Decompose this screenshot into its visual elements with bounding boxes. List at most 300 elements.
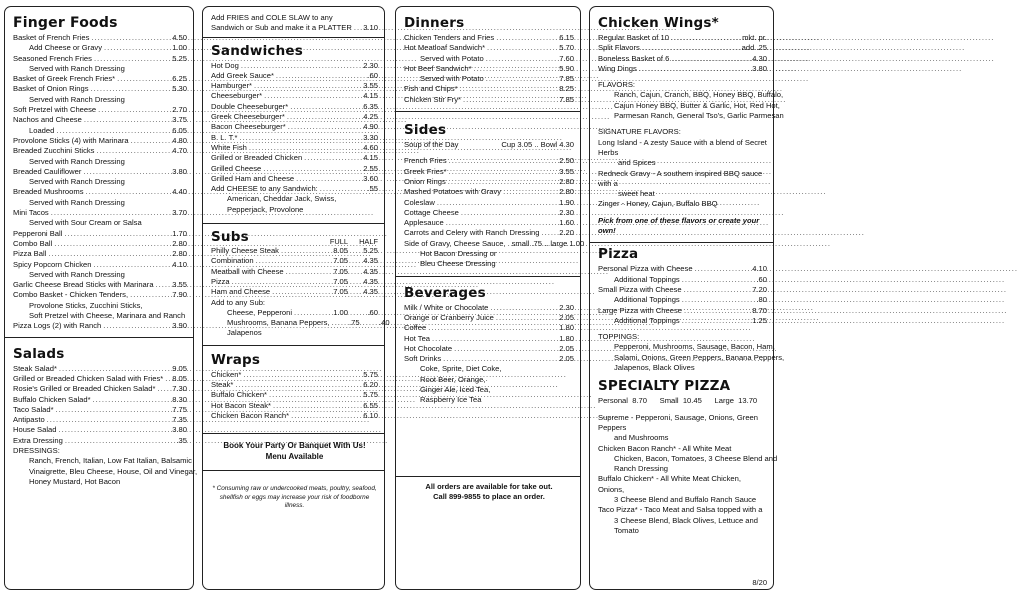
item-price: 3.60	[363, 173, 378, 183]
dot-leader	[640, 43, 742, 53]
item-price: 5.25	[172, 53, 187, 63]
item-name: Grilled or Breaded Chicken Salad with Fries*	[13, 373, 164, 383]
item-name: Ham and Cheese	[211, 287, 271, 297]
dot-leader	[447, 167, 560, 177]
item-price: small .75 .. large 1.00	[511, 238, 585, 248]
menu-item-row	[404, 95, 574, 105]
specialty-line: Buffalo Chicken* - All White Meat Chicken, Onions,	[598, 474, 741, 494]
menu-item-row	[598, 33, 767, 43]
item-price: 5.90	[559, 63, 574, 73]
item-name: French Fries	[404, 156, 447, 166]
dot-leader	[271, 401, 363, 411]
item-price: 8.25	[559, 84, 574, 94]
menu-item-row	[13, 187, 187, 197]
item-name: Hot Beef Sandwich*	[404, 63, 472, 73]
menu-item-row	[404, 64, 574, 74]
wraps-heading: Wraps	[211, 351, 261, 368]
item-description: Served with Ranch Dressing	[29, 63, 125, 73]
divider	[203, 223, 384, 224]
menu-item-row	[404, 303, 574, 313]
divider	[396, 276, 580, 277]
item-name: Coleslaw	[404, 197, 435, 207]
menu-item-row	[13, 105, 187, 115]
menu-item-row	[598, 295, 767, 305]
item-description: Raspberry Ice Tea	[420, 395, 482, 405]
half-label: HALF	[359, 237, 378, 247]
item-name: Taco Salad*	[13, 404, 54, 414]
dot-leader	[289, 411, 363, 421]
dot-leader	[459, 208, 559, 218]
dot-leader	[261, 164, 363, 174]
sandwiches-list	[211, 61, 378, 215]
label-text: DRESSINGS:	[13, 445, 60, 455]
dot-leader	[680, 316, 752, 326]
item-price: .60	[756, 274, 767, 284]
item-description: Honey Mustard, Hot Bacon	[29, 476, 121, 486]
item-name: Double Cheeseburger*	[211, 101, 289, 111]
half-price: .40	[379, 318, 390, 328]
item-price: 2.55	[363, 163, 378, 173]
dot-leader	[45, 415, 173, 425]
menu-item-row	[211, 112, 378, 122]
menu-item-row	[211, 61, 378, 71]
beverages-heading: Beverages	[404, 284, 486, 301]
signature-title: SIGNATURE FLAVORS:	[598, 127, 681, 137]
menu-item-row	[598, 275, 767, 285]
party-line-2: Menu Available	[265, 452, 324, 462]
item-name: Provolone Sticks (4) with Marinara	[13, 135, 129, 145]
subs-list	[211, 246, 378, 297]
item-name: Add Greek Sauce*	[211, 70, 274, 80]
menu-item-row	[404, 334, 574, 344]
dot-leader	[472, 64, 560, 74]
dot-leader	[682, 306, 752, 316]
item-name: Grilled Ham and Cheese	[211, 173, 295, 183]
item-price: 7.85	[559, 74, 574, 84]
item-name: Orange or Cranberry Juice	[404, 312, 494, 322]
dot-leader	[285, 112, 363, 122]
item-price: 2.05	[559, 312, 574, 322]
dot-leader	[488, 303, 559, 313]
specialty-line: 3 Cheese Blend, Black Olives, Lettuce and	[614, 515, 758, 525]
signature-line: and Spices	[618, 158, 656, 168]
column-sandwiches-subs-wraps	[202, 6, 390, 590]
item-price: 2.05	[559, 343, 574, 353]
menu-item-row	[13, 364, 187, 374]
menu-item-row	[211, 122, 378, 132]
item-price: 6.55	[363, 400, 378, 410]
item-description: American, Cheddar Jack, Swiss,	[227, 194, 337, 204]
menu-item-row	[598, 43, 767, 53]
item-name: Rosie's Grilled or Breaded Chicken Salad*	[13, 384, 156, 394]
item-description: Ginger Ale, Iced Tea,	[420, 385, 491, 395]
dot-leader	[62, 229, 172, 239]
item-description: Vinaigrette, Bleu Cheese, House, Oil and Vinegar,	[29, 466, 198, 476]
item-name: Meatball with Cheese	[211, 266, 284, 276]
item-price: 6.25	[172, 74, 187, 84]
item-description: Served with Ranch Dressing	[29, 197, 125, 207]
dot-leader	[254, 256, 324, 266]
item-name: Grilled or Breaded Chicken	[211, 153, 303, 163]
item-price: 1.00	[172, 43, 187, 53]
dot-leader	[91, 395, 173, 405]
menu-item-row	[13, 405, 187, 415]
wraps-list	[211, 370, 378, 421]
half-price: 4.35	[363, 276, 378, 286]
item-name: Mashed Potatoes with Gravy	[404, 187, 502, 197]
menu-item-row	[404, 177, 574, 187]
specialty-line: Chicken, Bacon, Tomatoes, 3 Cheese Blend and	[614, 453, 778, 463]
full-price: 8.05	[333, 246, 348, 256]
subs-heading: Subs	[211, 229, 249, 246]
menu-item-row	[13, 167, 187, 177]
dot-leader	[84, 187, 173, 197]
menu-item-row	[13, 208, 187, 218]
item-price: 8.30	[172, 394, 187, 404]
menu-item-row	[598, 285, 767, 295]
item-price: 9.05	[172, 363, 187, 373]
dot-leader	[163, 374, 172, 384]
item-name: Garlic Cheese Bread Sticks with Marinara	[13, 280, 154, 290]
item-price: 3.80	[172, 166, 187, 176]
menu-item-row	[404, 323, 574, 333]
beverages-list	[404, 303, 574, 406]
specialty-list	[598, 412, 778, 537]
dot-leader	[49, 208, 172, 218]
full-label: FULL	[329, 237, 348, 247]
dot-leader	[247, 143, 363, 153]
item-name: Basket of French Fries	[13, 33, 90, 42]
dot-leader	[56, 425, 172, 435]
item-price: 5.70	[559, 43, 574, 53]
menu-item-row	[211, 164, 378, 174]
flavor-line: Ranch, Cajun, Cranch, BBQ, Honey BBQ, Buffalo,	[614, 90, 784, 100]
item-price: 3.80	[172, 425, 187, 435]
item-name: Cottage Cheese	[404, 207, 459, 217]
item-description: Hot Bacon Dressing or	[420, 249, 497, 259]
specialty-line: Taco Pizza* - Taco Meat and Salsa topped with a	[598, 505, 763, 515]
item-name: Cheese, Pepperoni	[227, 307, 293, 317]
dot-leader	[154, 280, 173, 290]
item-price: 4.90	[363, 122, 378, 132]
dot-leader	[57, 364, 172, 374]
item-name: Pepperoni Ball	[13, 228, 63, 238]
item-price: 2.80	[172, 238, 187, 248]
menu-item-row	[404, 228, 574, 238]
item-name: Mini Tacos	[13, 208, 49, 218]
item-price: 2.05	[559, 354, 574, 364]
item-name: Chicken*	[211, 369, 242, 379]
item-name: Large Pizza with Cheese	[598, 305, 682, 315]
item-price: 6.10	[363, 410, 378, 420]
half-price: 4.35	[363, 256, 378, 266]
dinners-heading: Dinners	[404, 15, 465, 31]
item-name: Served with Potato	[420, 53, 484, 63]
item-price: 2.30	[363, 60, 378, 70]
item-description: Root Beer, Orange,	[420, 374, 486, 384]
pizza-list	[598, 264, 767, 326]
dot-leader	[96, 105, 172, 115]
item-name: Cheeseburger*	[211, 91, 263, 101]
menu-item-row	[13, 374, 187, 384]
subs-addon-title: Add to any Sub:	[211, 297, 266, 307]
item-name: Nachos and Cheese	[13, 115, 82, 125]
column-wings-pizza	[589, 6, 785, 590]
menu-item-row	[404, 84, 574, 94]
item-description: Pepperjack, Provolone	[227, 204, 304, 214]
item-name: Add Cheese or Gravy	[29, 43, 103, 53]
takeout-line-2: Call 899-9855 to place an order.	[433, 491, 545, 501]
sandwiches-heading: Sandwiches	[211, 42, 304, 59]
column-dinners-sides-beverages	[395, 6, 585, 590]
menu-item-row	[211, 143, 378, 153]
sub-item-row	[211, 318, 390, 328]
item-name: Coffee	[404, 323, 427, 333]
menu-item-row	[211, 184, 378, 194]
item-name: Mushrooms, Banana Peppers,	[227, 318, 330, 328]
item-name: Breaded Zucchini Sticks	[13, 146, 95, 156]
dot-leader	[230, 277, 324, 287]
menu-item-row	[13, 321, 187, 331]
item-name: Bacon Cheeseburger*	[211, 122, 286, 132]
dot-leader	[682, 285, 753, 295]
item-description: Served with Sour Cream or Salsa	[29, 218, 142, 228]
item-name: Pizza Ball	[13, 249, 47, 259]
item-price: 2.30	[559, 207, 574, 217]
dot-leader	[54, 405, 173, 415]
signature-line: Zinger - Honey, Cajun, Buffalo BBQ	[598, 199, 718, 209]
item-description: Served with Ranch Dressing	[29, 156, 125, 166]
menu-item-row	[211, 370, 378, 380]
item-name: Greek Cheeseburger*	[211, 112, 285, 122]
item-name: Personal Pizza with Cheese	[598, 264, 693, 274]
menu-item-row	[13, 260, 187, 270]
dot-leader	[318, 184, 368, 194]
item-price: 7.85	[559, 94, 574, 104]
column-finger-foods-salads	[4, 6, 198, 590]
item-name: Greek Fries*	[404, 166, 447, 176]
half-price	[348, 328, 378, 338]
specialty-sizes: Personal 8.70 Small 10.45 Large 13.70	[598, 396, 758, 406]
menu-item-row	[598, 316, 767, 326]
item-price: 1.80	[559, 323, 574, 333]
item-price: 1.90	[559, 197, 574, 207]
item-price: 6.05	[172, 125, 187, 135]
dot-leader	[693, 264, 753, 274]
item-name: Soft Pretzel with Cheese	[13, 105, 97, 115]
signature-line: sweet heat	[618, 189, 655, 199]
topping-line: Pepperoni, Mushrooms, Sausage, Bacon, Ham,	[614, 342, 775, 352]
signature-line: Long Island - A zesty Sauce with a blend of Secret Herbs	[598, 137, 767, 157]
item-price: 3.90	[172, 321, 187, 331]
item-price: 4.25	[363, 112, 378, 122]
menu-item-row	[404, 238, 585, 249]
signature-list	[598, 138, 767, 210]
item-price: 7.75	[172, 404, 187, 414]
item-price: .60	[367, 70, 378, 80]
item-name: Basket of Greek French Fries*	[13, 74, 116, 84]
dot-leader	[233, 380, 363, 390]
menu-item-row	[13, 84, 187, 94]
item-name: Spicy Popcorn Chicken	[13, 259, 92, 269]
menu-item-row	[13, 146, 187, 156]
item-name: Buffalo Chicken Salad*	[13, 394, 91, 404]
item-name: Split Flavors	[598, 43, 640, 53]
item-price: 3.75	[172, 115, 187, 125]
menu-item-row	[404, 313, 574, 323]
item-price: 3.55	[363, 81, 378, 91]
menu-item-row	[404, 54, 574, 64]
menu-item-row	[13, 115, 187, 125]
item-name: Additional Toppings	[614, 295, 680, 305]
menu-item-row	[13, 384, 187, 394]
divider	[396, 111, 580, 112]
signature-line: Redneck Gravy - A southern inspired BBQ sauce with a	[598, 168, 763, 188]
full-price: 7.05	[333, 276, 348, 286]
dot-leader	[270, 287, 324, 297]
platter-line-1: Add FRIES and COLE SLAW to any	[211, 13, 333, 22]
item-price: 4.10	[752, 264, 767, 274]
item-name: Fish and Chips*	[404, 84, 458, 94]
subs-addons	[211, 307, 390, 339]
dot-leader	[128, 290, 172, 300]
item-price: 7.30	[172, 384, 187, 394]
item-price: 4.10	[172, 259, 187, 269]
item-name: Applesauce	[404, 218, 444, 228]
item-price: 2.20	[559, 228, 574, 238]
full-price: .75	[349, 318, 360, 328]
item-price: 3.30	[363, 132, 378, 142]
item-price: 3.80	[752, 63, 767, 73]
menu-item-row	[13, 126, 187, 136]
specialty-line: Ranch Dressing	[614, 464, 669, 474]
item-price: 4.80	[172, 135, 187, 145]
menu-item-row	[211, 401, 378, 411]
menu-item-row	[404, 167, 574, 177]
item-name: B. L. T.*	[211, 132, 238, 142]
item-name: Philly Cheese Steak	[211, 246, 279, 256]
sub-item-row	[211, 256, 378, 266]
dot-leader	[461, 95, 559, 105]
finger-foods-list	[13, 33, 187, 332]
item-name: Carrots and Celery with Ranch Dressing	[404, 228, 540, 238]
half-price: 5.25	[363, 246, 378, 256]
dot-leader	[92, 54, 172, 64]
dot-leader	[52, 239, 172, 249]
full-price: 7.05	[333, 287, 348, 297]
item-name: Hot Meatloaf Sandwich*	[404, 43, 486, 53]
dot-leader	[89, 84, 173, 94]
menu-item-row	[598, 64, 767, 74]
item-name: Hot Bacon Steak*	[211, 400, 271, 410]
dot-leader	[484, 54, 559, 64]
item-name: Seasoned French Fries	[13, 53, 92, 63]
dot-leader	[284, 267, 324, 277]
dot-leader	[115, 74, 172, 84]
party-line-1: Book Your Party Or Banquet With Us!	[223, 441, 366, 451]
platter-line-2: Sandwich or Sub and make it a PLATTER ..... 3.10	[211, 23, 378, 33]
flavors-title: FLAVORS:	[598, 80, 635, 90]
menu-item-row	[598, 264, 767, 274]
item-name: Additional Toppings	[614, 315, 680, 325]
menu-item-row	[13, 249, 187, 259]
dot-leader	[286, 122, 363, 132]
dot-leader	[239, 61, 363, 71]
item-name: Hot Dog	[211, 60, 239, 70]
divider	[5, 337, 193, 338]
item-name: Small Pizza with Cheese	[598, 284, 682, 294]
menu-item-row	[13, 239, 187, 249]
item-price: 7.20	[752, 284, 767, 294]
item-name: Antipasto	[13, 415, 45, 425]
item-price: .35	[176, 435, 187, 445]
item-price: 7.60	[559, 53, 574, 63]
dot-leader	[452, 344, 559, 354]
dot-leader	[63, 436, 177, 446]
flavor-line: Cajun Honey BBQ, Butter & Garlic, Hot, Red Hot,	[614, 100, 780, 110]
full-price: 7.05	[333, 256, 348, 266]
menu-item-row	[13, 33, 187, 43]
full-price: 7.05	[333, 266, 348, 276]
wings-list	[598, 33, 767, 74]
dot-leader	[54, 126, 172, 136]
toppings-title: TOPPINGS:	[598, 332, 640, 342]
item-name: White Fish	[211, 142, 247, 152]
item-name: Combo Ball	[13, 238, 53, 248]
sides-heading: Sides	[404, 122, 447, 139]
item-price: 4.50	[172, 33, 187, 42]
takeout-line-1: All orders are available for take out.	[425, 481, 553, 491]
dot-leader	[102, 43, 172, 53]
item-price: 5.75	[363, 369, 378, 379]
soup-row: Soup of the Day Cup 3.05 .. Bowl 4.30	[404, 140, 574, 150]
sub-item-row	[211, 287, 378, 297]
half-price: .60	[367, 307, 378, 317]
sub-item-row	[211, 267, 378, 277]
item-name: Grilled Cheese	[211, 163, 262, 173]
item-name: Combination	[211, 256, 254, 266]
item-name: Add CHEESE to any Sandwich:	[211, 184, 318, 194]
menu-item-row	[404, 208, 574, 218]
item-name: Steak*	[211, 380, 234, 390]
sub-item-row	[211, 246, 378, 256]
dinners-list	[404, 33, 574, 105]
menu-item-row	[211, 102, 378, 112]
topping-line: Salami, Onions, Green Peppers, Banana Peppers,	[614, 352, 785, 362]
menu-item-row	[211, 380, 378, 390]
menu-item-row	[404, 156, 574, 166]
dot-leader	[494, 313, 559, 323]
item-name: Hot Chocolate	[404, 343, 453, 353]
item-price: 4.15	[363, 153, 378, 163]
dot-leader	[294, 174, 363, 184]
specialty-line: and Mushrooms	[614, 433, 669, 443]
menu-item-row	[13, 54, 187, 64]
item-description: Soft Pretzel with Cheese, Marinara and Ranch	[29, 311, 186, 321]
item-price: 2.70	[172, 105, 187, 115]
dot-leader	[292, 308, 324, 318]
menu-item-row	[13, 136, 187, 146]
dot-leader	[237, 133, 363, 143]
item-description: Served with Ranch Dressing	[29, 269, 125, 279]
item-name: Soft Drinks	[404, 354, 442, 364]
item-name: Hot Tea	[404, 333, 431, 343]
menu-item-row	[13, 415, 187, 425]
dot-leader	[494, 33, 559, 43]
dot-leader	[430, 334, 559, 344]
dot-leader	[252, 81, 363, 91]
menu-item-row	[13, 436, 187, 446]
